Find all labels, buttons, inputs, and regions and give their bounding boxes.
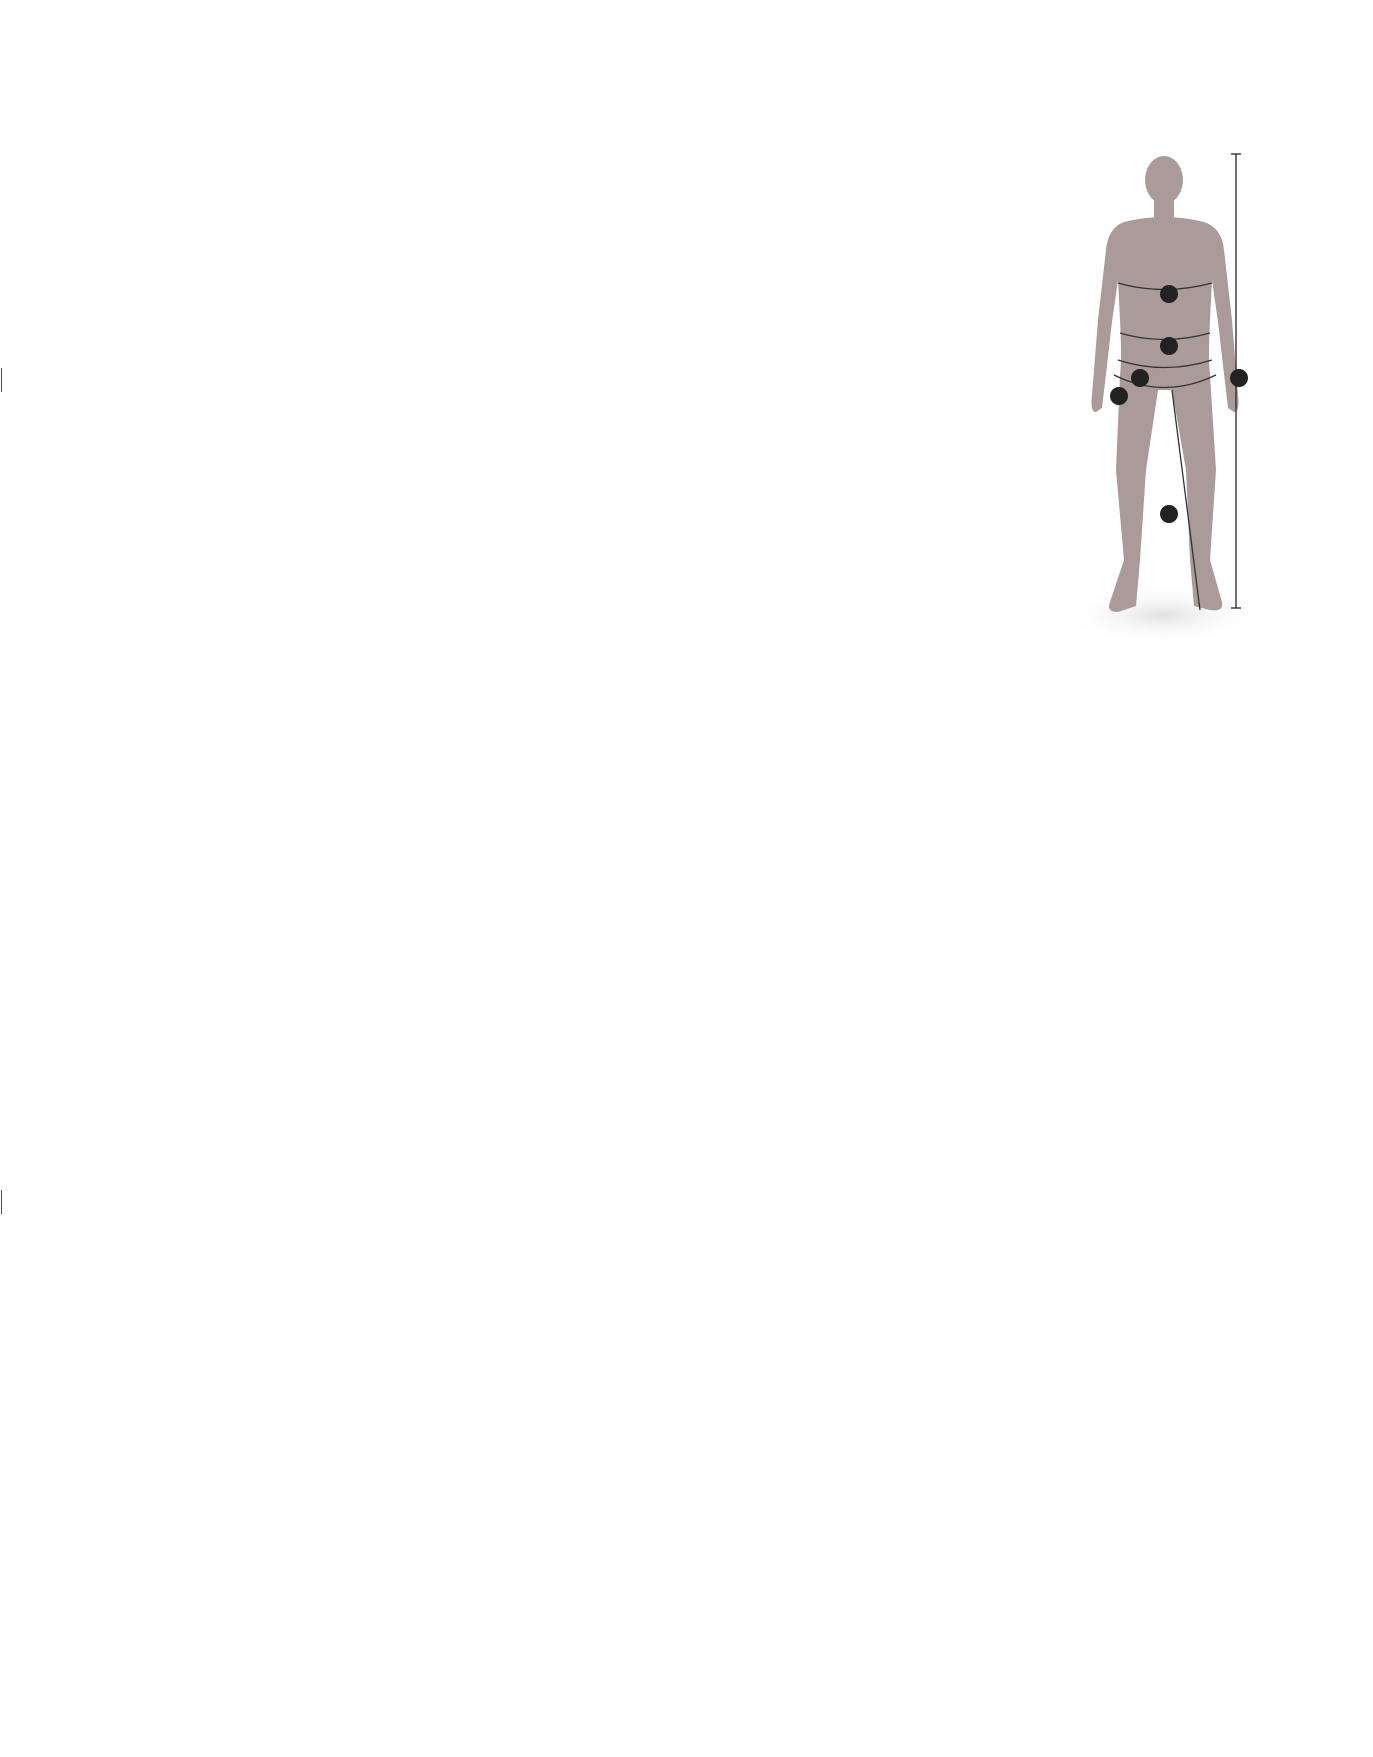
human-silhouette bbox=[1092, 156, 1239, 612]
table-edge-line bbox=[1, 368, 2, 392]
body-figure bbox=[1040, 150, 1280, 650]
figure-shadow bbox=[1062, 585, 1262, 645]
table-edge-line bbox=[1, 1190, 2, 1214]
